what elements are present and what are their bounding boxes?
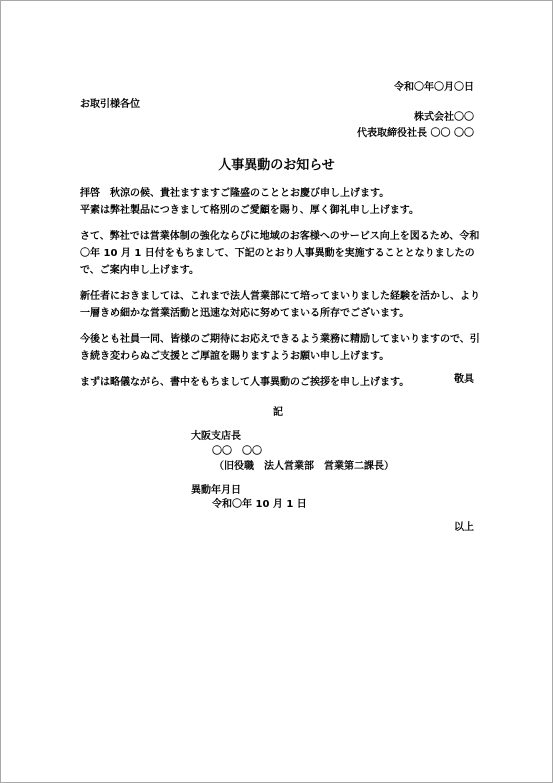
ki-label: 記: [273, 407, 283, 418]
ijou-label: 以上: [454, 522, 474, 533]
paragraph-greeting: 拝啓 秋涼の候、貴社ますますご隆盛のこととお慶び申し上げます。 平素は弊社製品につきまして格別のご愛顧を賜り、厚く御礼申し上げます。: [80, 188, 419, 216]
paragraph-closing: まずは略儀ながら、書中をもちまして人事異動のご挨拶を申し上げます。: [80, 377, 410, 388]
paragraph-announcement: さて、弊社では営業体制の強化ならびに地域のお客様へのサービス向上を図るため、令和〇年 10 月 1 日付をもちまして、下記のとおり人事異動を実施することとなりましたので、ご案内申し上げます。: [80, 231, 480, 276]
company-name: 株式会社〇〇: [414, 112, 474, 123]
paragraph-newcomer: 新任者におきましては、これまで法人営業部にて培ってまいりました経験を活かし、より一層きめ細かな営業活動と迅速な対応に努めてまいる所存でございます。: [80, 291, 480, 319]
recipient: お取引様各位: [80, 99, 140, 110]
paragraph-request: 今後とも社員一同、皆様のご期待にお応えできるよう業務に精励してまいりますので、引き続き変わらぬご支援とご厚誼を賜りますようお願い申し上げます。: [80, 334, 480, 362]
letter-body: [80, 185, 480, 400]
position-label: 大阪支店長: [191, 431, 241, 442]
closing-keigu: 敬具: [454, 374, 474, 385]
previous-position: （旧役職 法人営業部 営業第二課長）: [214, 461, 394, 472]
person-name: 〇〇 〇〇: [212, 446, 262, 457]
effective-date-value: 令和〇年 10 月 1 日: [212, 499, 307, 510]
page-title: 人事異動のお知らせ: [218, 158, 335, 173]
effective-date-label: 異動年月日: [191, 485, 241, 496]
representative: 代表取締役社長 〇〇 〇〇: [357, 128, 474, 139]
issue-date: 令和〇年〇月〇日: [394, 82, 474, 93]
